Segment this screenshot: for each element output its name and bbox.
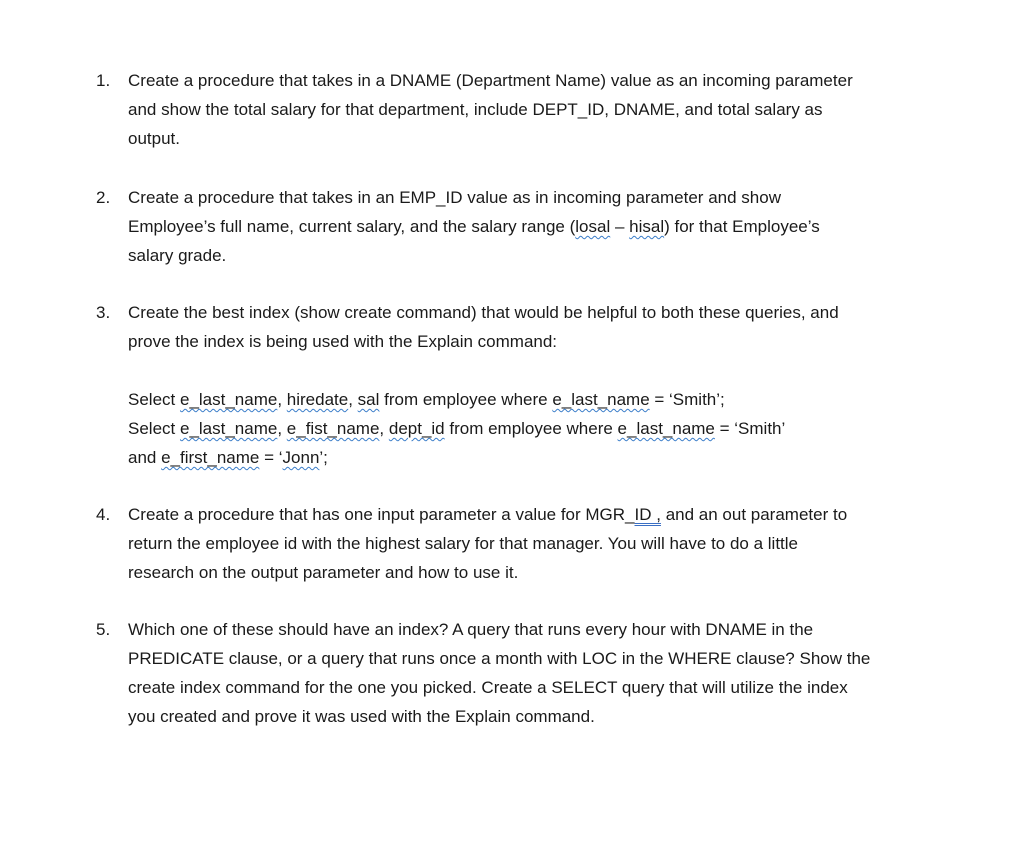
item-number: 2.: [96, 188, 111, 207]
text-line: Create a procedure that has one input parameter a value for MGR_ID , and an out parameter to: [128, 505, 848, 524]
text-line: you created and prove it was used with the Explain command.: [128, 707, 595, 726]
list-item-3: [96, 298, 946, 356]
list-item-4: [96, 500, 946, 587]
spellcheck-word: hisal: [629, 217, 665, 236]
text-span: ) for that Employee’s: [664, 217, 820, 236]
item-text: [128, 66, 946, 153]
text-line: PREDICATE clause, or a query that runs once a month with LOC in the WHERE clause? Show the: [128, 649, 871, 668]
item-number: 4.: [96, 505, 111, 524]
spellcheck-word: e_last_name: [552, 390, 650, 409]
item-number: 5.: [96, 620, 111, 639]
text-line: salary grade.: [128, 246, 227, 265]
text-line: return the employee id with the highest salary for that manager. You will have to do a little: [128, 534, 799, 553]
list-item-2: [96, 183, 946, 270]
list-item-5: [96, 615, 946, 731]
item-text: [128, 298, 946, 356]
grammar-check-word: ID ,: [634, 505, 661, 524]
spellcheck-word: e_first_name: [161, 448, 260, 467]
text-line: and show the total salary for that department, include DEPT_ID, DNAME, and total salary as: [128, 100, 823, 119]
item-text: [128, 500, 946, 587]
text-line: [128, 212, 946, 241]
spellcheck-word: Jonn: [282, 448, 320, 467]
item-text: [128, 183, 946, 270]
text-span: –: [610, 217, 630, 236]
sql-query-line: and e_first_name = ‘Jonn’;: [128, 448, 328, 467]
sql-queries: [96, 385, 946, 472]
text-line: Create a procedure that takes in an EMP_ID value as in incoming parameter and show: [128, 188, 781, 207]
spellcheck-word: hiredate: [286, 390, 349, 409]
spellcheck-word: e_last_name: [179, 419, 278, 438]
text-line: create index command for the one you picked. Create a SELECT query that will utilize the index: [128, 678, 848, 697]
text-line: research on the output parameter and how to use it.: [128, 563, 519, 582]
spellcheck-word: sal: [357, 390, 380, 409]
spellcheck-word: e_last_name: [617, 419, 715, 438]
text-line: output.: [128, 129, 180, 148]
spellcheck-word: e_last_name: [179, 390, 278, 409]
spellcheck-word: e_fist_name: [286, 419, 380, 438]
text-span: Employee’s full name, current salary, and the salary range (: [128, 217, 576, 236]
text-line: Which one of these should have an index? A query that runs every hour with DNAME in the: [128, 620, 814, 639]
sql-query-line: Select e_last_name, hiredate, sal from employee where e_last_name = ‘Smith’;: [128, 390, 725, 409]
text-line: prove the index is being used with the Explain command:: [128, 332, 558, 351]
text-line: Create a procedure that takes in a DNAME (Department Name) value as an incoming parameter: [128, 71, 853, 90]
item-number: 1.: [96, 71, 111, 90]
spellcheck-word: dept_id: [388, 419, 445, 438]
item-number: 3.: [96, 303, 111, 322]
sql-query-line: Select e_last_name, e_fist_name, dept_id from employee where e_last_name = ‘Smith’: [128, 419, 786, 438]
item-text: [128, 615, 946, 731]
text-line: Create the best index (show create command) that would be helpful to both these queries, and: [128, 303, 839, 322]
list-item-1: [96, 66, 946, 153]
spellcheck-word: losal: [575, 217, 611, 236]
